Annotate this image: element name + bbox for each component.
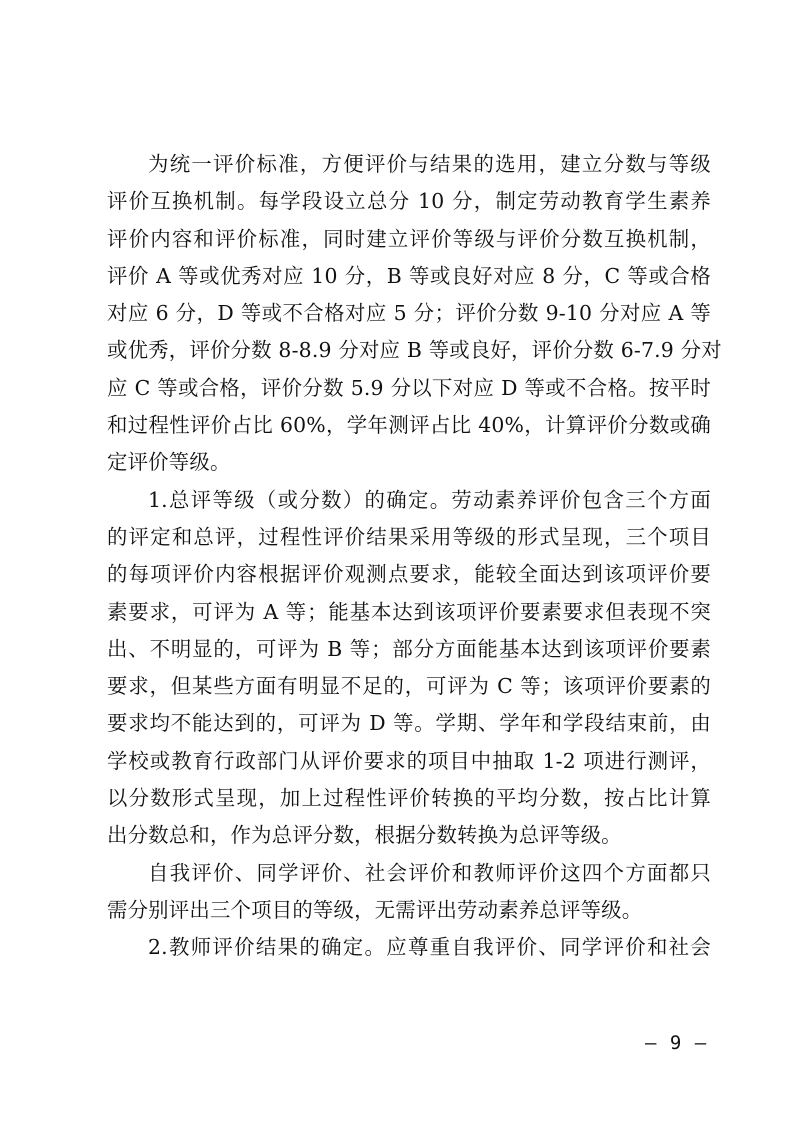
- page-number: — 9 —: [645, 1032, 708, 1054]
- text-line: 对应 6 分，D 等或不合格对应 5 分；评价分数 9-10 分对应 A 等: [107, 301, 711, 326]
- text-line: 需分别评出三个项目的等级，无需评出劳动素养总评等级。: [107, 897, 643, 922]
- text-line: 以分数形式呈现，加上过程性评价转换的平均分数，按占比计算: [107, 786, 711, 811]
- text-line: 评价 A 等或优秀对应 10 分，B 等或良好对应 8 分，C 等或合格: [107, 263, 711, 288]
- text-line: 的每项评价内容根据评价观测点要求，能较全面达到该项评价要: [107, 562, 711, 587]
- text-line: 出分数总和，作为总评分数，根据分数转换为总评等级。: [107, 823, 622, 848]
- text-line: 的评定和总评，过程性评价结果采用等级的形式呈现，三个项目: [107, 524, 711, 549]
- text-line: 出、不明显的，可评为 B 等；部分方面能基本达到该项评价要素: [107, 636, 711, 661]
- text-line: 为统一评价标准，方便评价与结果的选用，建立分数与等级: [148, 152, 711, 176]
- text-line: 2.教师评价结果的确定。应尊重自我评价、同学评价和社会: [148, 935, 711, 960]
- text-line: 要求，但某些方面有明显不足的，可评为 C 等；该项评价要素的: [107, 674, 711, 699]
- text-line: 定评价等级。: [107, 450, 231, 475]
- text-line: 评价互换机制。每学段设立总分 10 分，制定劳动教育学生素养: [107, 189, 711, 214]
- text-line: 1.总评等级（或分数）的确定。劳动素养评价包含三个方面: [148, 487, 711, 512]
- text-line: 要求均不能达到的，可评为 D 等。学期、学年和学段结束前，由: [107, 711, 711, 736]
- text-line: 应 C 等或合格，评价分数 5.9 分以下对应 D 等或不合格。按平时: [107, 375, 711, 400]
- text-line: 评价内容和评价标准，同时建立评价等级与评价分数互换机制，: [107, 226, 711, 251]
- text-line: 素要求，可评为 A 等；能基本达到该项评价要素要求但表现不突: [107, 599, 711, 624]
- text-line: 学校或教育行政部门从评价要求的项目中抽取 1-2 项进行测评，: [107, 748, 711, 773]
- page-body: [107, 146, 722, 967]
- text-line: 自我评价、同学评价、社会评价和教师评价这四个方面都只: [148, 860, 711, 885]
- text-line: 和过程性评价占比 60%，学年测评占比 40%，计算评价分数或确: [107, 413, 711, 438]
- text-line: 或优秀，评价分数 8-8.9 分对应 B 等或良好，评价分数 6-7.9 分对: [107, 338, 722, 363]
